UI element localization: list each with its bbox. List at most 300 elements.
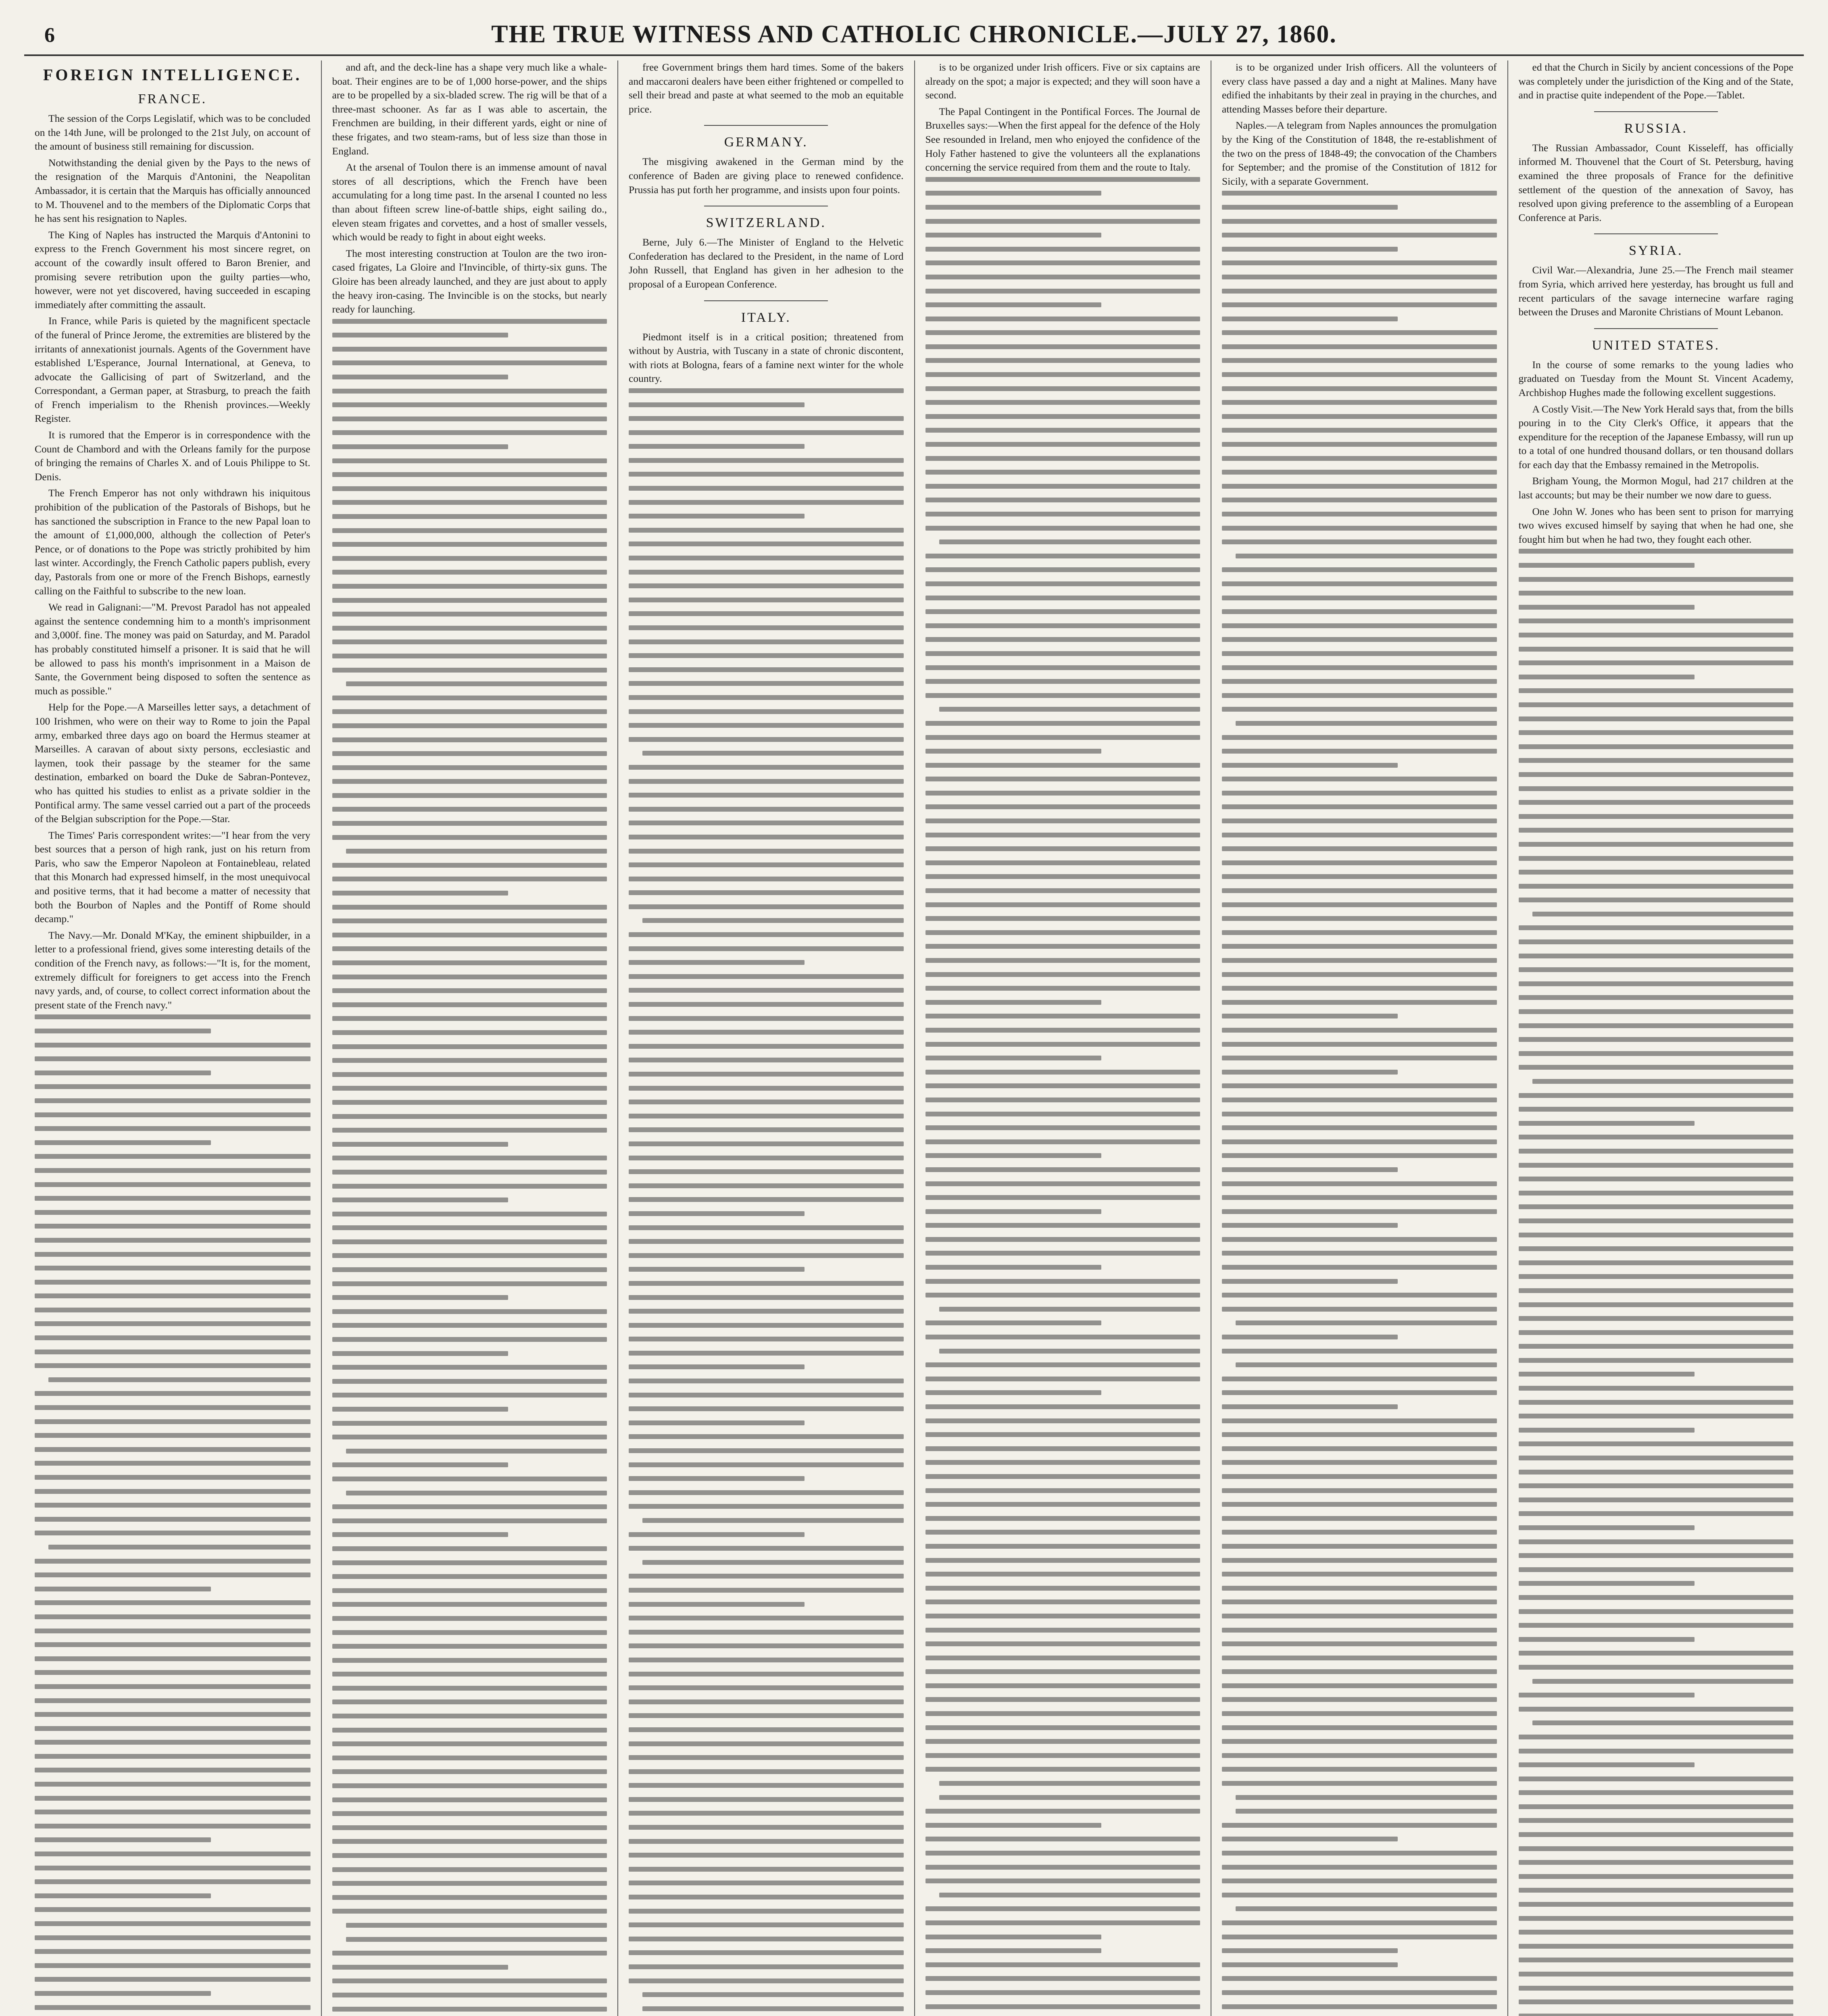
text-line [1222, 442, 1497, 447]
text-line [1519, 1776, 1794, 1781]
text-line [629, 1699, 904, 1704]
illegible-text-block [35, 1014, 311, 1017]
text-line [629, 1225, 904, 1230]
article-paragraph: The Russian Ambassador, Count Kisseleff, has officially informed M. Thouvenel that the Court of St. Petersburg, having examined the three proposals of France for the definitive settlement of the question of the annexation of Savoy, has resolved upon giving preference to the assembling of a European Conference at Paris. [1518, 142, 1793, 223]
text-line [925, 1377, 1201, 1381]
text-line [35, 1991, 211, 1996]
text-line [939, 1307, 1201, 1312]
text-line [642, 1560, 904, 1565]
text-line [332, 877, 607, 881]
text-line [1222, 470, 1497, 475]
text-line [925, 512, 1201, 516]
text-line [332, 360, 607, 365]
text-line [629, 1811, 904, 1816]
text-line [629, 570, 904, 575]
text-line [35, 1419, 311, 1424]
text-line [925, 1920, 1201, 1925]
text-line [629, 988, 904, 993]
text-line [925, 1460, 1201, 1465]
column-3 [617, 60, 914, 2016]
text-line [629, 639, 904, 644]
text-line [1222, 1056, 1497, 1060]
text-line [1222, 1223, 1398, 1228]
text-line [925, 1125, 1201, 1130]
text-line [1519, 675, 1695, 679]
text-line [1519, 828, 1794, 833]
text-line [925, 1028, 1201, 1033]
text-line [629, 1685, 904, 1690]
text-line [332, 1393, 607, 1397]
section-divider [1594, 111, 1718, 112]
text-line [925, 1098, 1201, 1102]
article-paragraph: Brigham Young, the Mormon Mogul, had 217 children at the last accounts; but may be their number we now dare to guess. [1518, 475, 1793, 501]
text-line [332, 821, 607, 826]
text-line [629, 1127, 904, 1132]
text-line [1222, 1237, 1497, 1242]
text-line [939, 707, 1201, 712]
text-line [332, 1853, 607, 1858]
text-line [629, 1602, 805, 1607]
text-line [1532, 1679, 1794, 1684]
text-line [925, 1823, 1101, 1828]
text-line [925, 1656, 1201, 1660]
text-line [332, 709, 607, 714]
text-line [332, 918, 607, 923]
text-line [629, 793, 904, 798]
text-line [629, 1462, 904, 1467]
text-line [1519, 995, 1794, 1000]
text-line [925, 442, 1201, 447]
text-line [925, 818, 1201, 823]
text-line [1222, 1530, 1497, 1535]
text-line [925, 1404, 1201, 1409]
text-line [629, 1183, 904, 1188]
text-line [1222, 1962, 1398, 1967]
text-line [629, 1114, 904, 1118]
text-line [1222, 860, 1497, 865]
text-line [1519, 814, 1794, 819]
text-line [1222, 1293, 1497, 1297]
text-line [1519, 1735, 1794, 1739]
text-line [1222, 749, 1497, 754]
text-line [1519, 647, 1794, 652]
text-line [1222, 791, 1497, 796]
text-line [332, 765, 607, 770]
text-line [1519, 1609, 1794, 1614]
text-line [925, 1935, 1101, 1939]
text-line [1222, 665, 1497, 670]
text-line [1519, 1497, 1794, 1502]
text-line [925, 247, 1201, 252]
text-line [332, 1616, 607, 1621]
text-line [1222, 1028, 1497, 1033]
text-line [629, 388, 904, 393]
text-line [925, 1767, 1201, 1772]
text-line [1519, 1456, 1794, 1460]
text-line [1519, 1037, 1794, 1042]
text-line [629, 765, 904, 770]
text-line [1222, 317, 1398, 321]
text-line [332, 863, 607, 868]
text-line [925, 1167, 1201, 1172]
text-line [1222, 818, 1497, 823]
column-6 [1507, 60, 1804, 2016]
column-5 [1211, 60, 1507, 2016]
text-line [35, 1350, 311, 1354]
text-line [1519, 1651, 1794, 1656]
text-line [346, 1923, 607, 1928]
text-line [1519, 925, 1794, 930]
text-line [332, 1658, 607, 1663]
text-line [925, 1879, 1201, 1883]
text-line [1519, 1441, 1794, 1446]
text-line [925, 735, 1201, 740]
text-line [332, 1560, 607, 1565]
text-line [925, 567, 1201, 572]
text-line [332, 960, 607, 965]
text-line [1519, 1707, 1794, 1712]
text-line [332, 1783, 607, 1788]
text-line [629, 821, 904, 825]
text-line [1222, 1488, 1497, 1493]
article-paragraph: It is rumored that the Emperor is in correspondence with the Count de Chambord and with the Orleans family for the purpose of bringing the remains of Charles X. and of Louis Philippe to St. Denis. [35, 429, 311, 483]
text-line [35, 2005, 311, 2010]
text-line [925, 902, 1201, 907]
text-line [332, 1951, 607, 1956]
text-line [35, 1182, 311, 1187]
text-line [925, 372, 1201, 377]
text-line [332, 347, 607, 352]
text-line [1519, 1804, 1794, 1809]
text-line [1519, 1121, 1695, 1126]
article-heading: SYRIA. [1628, 243, 1683, 258]
text-line [1222, 1125, 1497, 1130]
text-line [332, 905, 607, 910]
text-line [1222, 1377, 1497, 1381]
text-line [1222, 1781, 1497, 1786]
text-line [332, 417, 607, 421]
text-line [1519, 1888, 1794, 1893]
text-line [35, 1949, 311, 1954]
text-line [332, 556, 607, 561]
text-line [629, 862, 904, 867]
text-line [629, 1239, 904, 1244]
text-line [629, 556, 904, 560]
text-line [925, 596, 1201, 600]
text-line [1222, 874, 1497, 879]
text-line [1222, 260, 1497, 265]
text-line [1519, 1846, 1794, 1851]
text-line [1519, 758, 1794, 763]
text-line [1519, 870, 1794, 875]
text-line [925, 1837, 1201, 1841]
text-line [1519, 1483, 1794, 1488]
text-line [35, 1293, 311, 1298]
text-line [332, 1811, 607, 1816]
text-line [1222, 1948, 1398, 1953]
text-line [629, 695, 904, 700]
text-line [1222, 219, 1497, 224]
text-line [35, 1503, 311, 1508]
text-line [1519, 1693, 1695, 1697]
article-paragraph: The Papal Contingent in the Pontifical Forces. The Journal de Bruxelles says:—When the first appeal for the defence of the Holy See resounded in Ireland, men who enjoyed the confidence of the Holy Father hastened to give the volunteers all the explanations concerning the service required from them and the route to Italy. [925, 105, 1200, 173]
text-line [1519, 1986, 1794, 1991]
text-line [35, 1112, 311, 1117]
section-heading: FOREIGN INTELLIGENCE. [43, 66, 302, 84]
text-line [629, 486, 904, 491]
text-line [1222, 581, 1497, 586]
text-line [1519, 1233, 1794, 1237]
text-line [332, 1365, 607, 1370]
text-line [1519, 884, 1794, 889]
text-line [332, 1477, 607, 1481]
text-line [1519, 1149, 1794, 1154]
text-line [925, 833, 1201, 837]
text-line [35, 1517, 311, 1522]
article-paragraph: Civil War.—Alexandria, June 25.—The French mail steamer from Syria, which arrived here yesterday, has brought us full and recent particulars of the savage internecine warfare raging between the Druses and Maronite Christians of Mount Lebanon. [1518, 264, 1793, 318]
text-line [332, 333, 508, 337]
text-line [35, 1098, 311, 1103]
text-line [35, 1168, 311, 1173]
text-line [1519, 1944, 1794, 1949]
text-line [332, 1993, 607, 1997]
text-line [925, 1502, 1201, 1507]
text-line [1222, 330, 1497, 335]
text-line [332, 542, 607, 547]
text-line [925, 1851, 1201, 1856]
text-line [332, 1644, 607, 1649]
text-line [35, 1768, 311, 1772]
text-line [332, 807, 607, 812]
text-line [629, 932, 904, 937]
text-line [1222, 1823, 1497, 1828]
text-line [925, 1195, 1201, 1200]
text-line [35, 1642, 311, 1647]
text-line [925, 344, 1201, 349]
text-line [1222, 386, 1497, 391]
text-line [332, 1100, 607, 1105]
text-line [1222, 456, 1497, 461]
text-line [629, 1406, 904, 1411]
text-line [1519, 939, 1794, 944]
text-line [629, 1169, 904, 1174]
text-line [629, 1323, 904, 1328]
text-line [1222, 247, 1398, 252]
text-line [629, 611, 904, 616]
text-line [332, 584, 607, 589]
text-line [1222, 1976, 1497, 1981]
text-line [1222, 763, 1398, 768]
article-heading: GERMANY. [724, 135, 808, 150]
text-line [332, 1867, 607, 1872]
text-line [925, 609, 1201, 614]
text-line [35, 1126, 311, 1131]
text-line [939, 1781, 1201, 1786]
text-line [35, 1461, 311, 1466]
text-line [629, 416, 904, 421]
text-line [629, 904, 904, 909]
text-line [332, 1756, 607, 1760]
article-heading: RUSSIA. [1624, 121, 1688, 136]
text-line [1222, 1153, 1497, 1158]
text-line [642, 751, 904, 756]
text-line [1222, 1014, 1398, 1018]
text-line [629, 779, 904, 784]
text-line [629, 1309, 904, 1314]
article-heading: UNITED STATES. [1592, 337, 1720, 353]
text-line [332, 1909, 607, 1914]
text-line [1222, 344, 1497, 349]
text-line [332, 1086, 607, 1091]
text-line [925, 916, 1201, 921]
text-line [925, 1223, 1201, 1228]
text-line [1222, 512, 1497, 516]
text-line [1222, 596, 1497, 600]
text-line [1236, 1809, 1497, 1814]
text-line [332, 1044, 607, 1049]
text-line [925, 1641, 1201, 1646]
running-title: THE TRUE WITNESS AND CATHOLIC CHRONICLE.—JULY 27, 1860. [491, 21, 1337, 48]
text-line [629, 625, 904, 630]
text-line [35, 1600, 311, 1605]
text-line [925, 1739, 1201, 1744]
text-line [629, 681, 904, 686]
column-1 [24, 60, 321, 2016]
text-line [925, 888, 1201, 893]
text-line [925, 944, 1201, 949]
text-line [629, 1727, 904, 1732]
text-line [35, 1684, 311, 1689]
article-paragraph: ed that the Church in Sicily by ancient concessions of the Pope was completely under the jurisdiction of the King and of the State, and in practise quite independent of the Pope.—Tablet. [1518, 61, 1793, 101]
text-line [629, 1979, 904, 1983]
text-line [35, 1140, 211, 1145]
text-line [332, 1839, 607, 1844]
text-line [1519, 786, 1794, 791]
text-line [925, 1628, 1201, 1633]
text-line [925, 1251, 1201, 1256]
article-paragraph: The Navy.—Mr. Donald M'Kay, the eminent shipbuilder, in a letter to a professional friend, gives some interesting details of the condition of the French navy, as follows:—"It is, for the moment, extremely difficult for foreigners to get access into the French navy yards, and, of course, to collect correct information about the present state of the French navy." [35, 929, 311, 1011]
text-line [629, 1434, 904, 1439]
text-line [925, 1237, 1201, 1242]
text-line [332, 528, 607, 533]
text-line [1236, 1795, 1497, 1800]
text-line [925, 1112, 1201, 1116]
text-line [629, 1532, 805, 1537]
text-line [925, 1488, 1201, 1493]
text-line [35, 1224, 311, 1229]
text-line [1519, 1916, 1794, 1921]
text-line [629, 1295, 904, 1300]
text-line [1222, 916, 1497, 921]
text-line [629, 1546, 904, 1551]
text-line [332, 891, 508, 896]
text-line [925, 665, 1201, 670]
text-line [629, 1490, 904, 1495]
text-line [925, 972, 1201, 977]
text-line [35, 1391, 311, 1396]
text-line [925, 1530, 1201, 1535]
text-line [1222, 539, 1497, 544]
text-line [332, 1435, 607, 1439]
text-line [1519, 856, 1794, 861]
text-line [1222, 484, 1497, 489]
text-line [1519, 577, 1794, 582]
text-line [332, 1546, 607, 1551]
text-line [925, 763, 1201, 768]
text-line [1519, 1107, 1794, 1112]
text-line [1519, 1191, 1794, 1195]
text-line [1519, 981, 1794, 986]
text-line [629, 1141, 904, 1146]
text-line [1519, 1567, 1794, 1572]
text-line [332, 472, 607, 477]
text-line [1519, 1790, 1794, 1795]
text-line [1222, 205, 1398, 210]
text-line [629, 528, 904, 533]
text-line [35, 1029, 211, 1033]
text-line [629, 1964, 904, 1969]
text-line [1519, 1093, 1794, 1098]
text-line [925, 1209, 1101, 1214]
article-heading: FRANCE. [138, 92, 207, 106]
text-line [629, 1672, 904, 1677]
text-line [1519, 1218, 1794, 1223]
text-line [925, 400, 1201, 405]
text-line [332, 1699, 607, 1704]
text-line [925, 1335, 1201, 1339]
text-line [1519, 1581, 1695, 1586]
text-line [925, 623, 1201, 628]
text-line [1236, 721, 1497, 726]
text-line [332, 1714, 607, 1718]
article-paragraph: is to be organized under Irish officers. All the volunteers of every class have passed a day and a night at Malines. Many have edified the inhabitants by their zeal in praying in the churches, and attending Masses before their departure. [1222, 61, 1497, 115]
text-line [1222, 1879, 1497, 1883]
text-line [332, 1281, 607, 1286]
text-line [1222, 372, 1497, 377]
text-line [1519, 1749, 1794, 1754]
text-line [1222, 1516, 1497, 1521]
text-line [332, 1462, 508, 1467]
text-line [35, 1963, 311, 1968]
text-line [629, 1267, 805, 1272]
text-line [1222, 1851, 1497, 1856]
text-line [1222, 414, 1497, 419]
illegible-text-block [1519, 549, 1794, 551]
text-line [1222, 1669, 1497, 1674]
text-line [1222, 498, 1497, 502]
article-paragraph: The most interesting construction at Toulon are the two iron-cased frigates, La Gloire and l'Invincible, of thirty-six guns. The Gloire has been already launched, and they are just about to apply the heavy iron-casing. The Invincible is on the stocks, but nearly ready for launching. [332, 247, 607, 315]
text-line [332, 639, 607, 644]
text-line [35, 1559, 311, 1564]
text-line [629, 1630, 904, 1635]
article-paragraph: Help for the Pope.—A Marseilles letter says, a detachment of 100 Irishmen, who were on their way to Rome to join the Papal army, embarked three days ago on board the Hermus steamer at Marseilles. A caravan of about sixty persons, ecclesiastic and laymen, took their passage by the steamer for the same destination, embarked on board the Duke de Sabran-Pontevez, who has quitted his studies to enlist as a private soldier in the Pontifical army. The same vessel carried out a part of the proceeds of the Belgian subscription for the Pope.—Star. [35, 701, 311, 825]
text-line [1222, 958, 1497, 963]
text-line [1222, 567, 1497, 572]
text-line [1519, 1539, 1794, 1544]
text-line [1519, 1344, 1794, 1349]
text-line [35, 1614, 311, 1619]
text-line [332, 779, 607, 784]
text-line [1222, 1767, 1497, 1772]
text-line [332, 1128, 607, 1133]
text-line [1222, 275, 1497, 279]
text-line [332, 626, 607, 631]
section-divider [704, 300, 828, 301]
text-line [1519, 591, 1794, 596]
text-line [1222, 1697, 1497, 1702]
text-line [35, 1712, 311, 1717]
text-line [1222, 526, 1497, 531]
